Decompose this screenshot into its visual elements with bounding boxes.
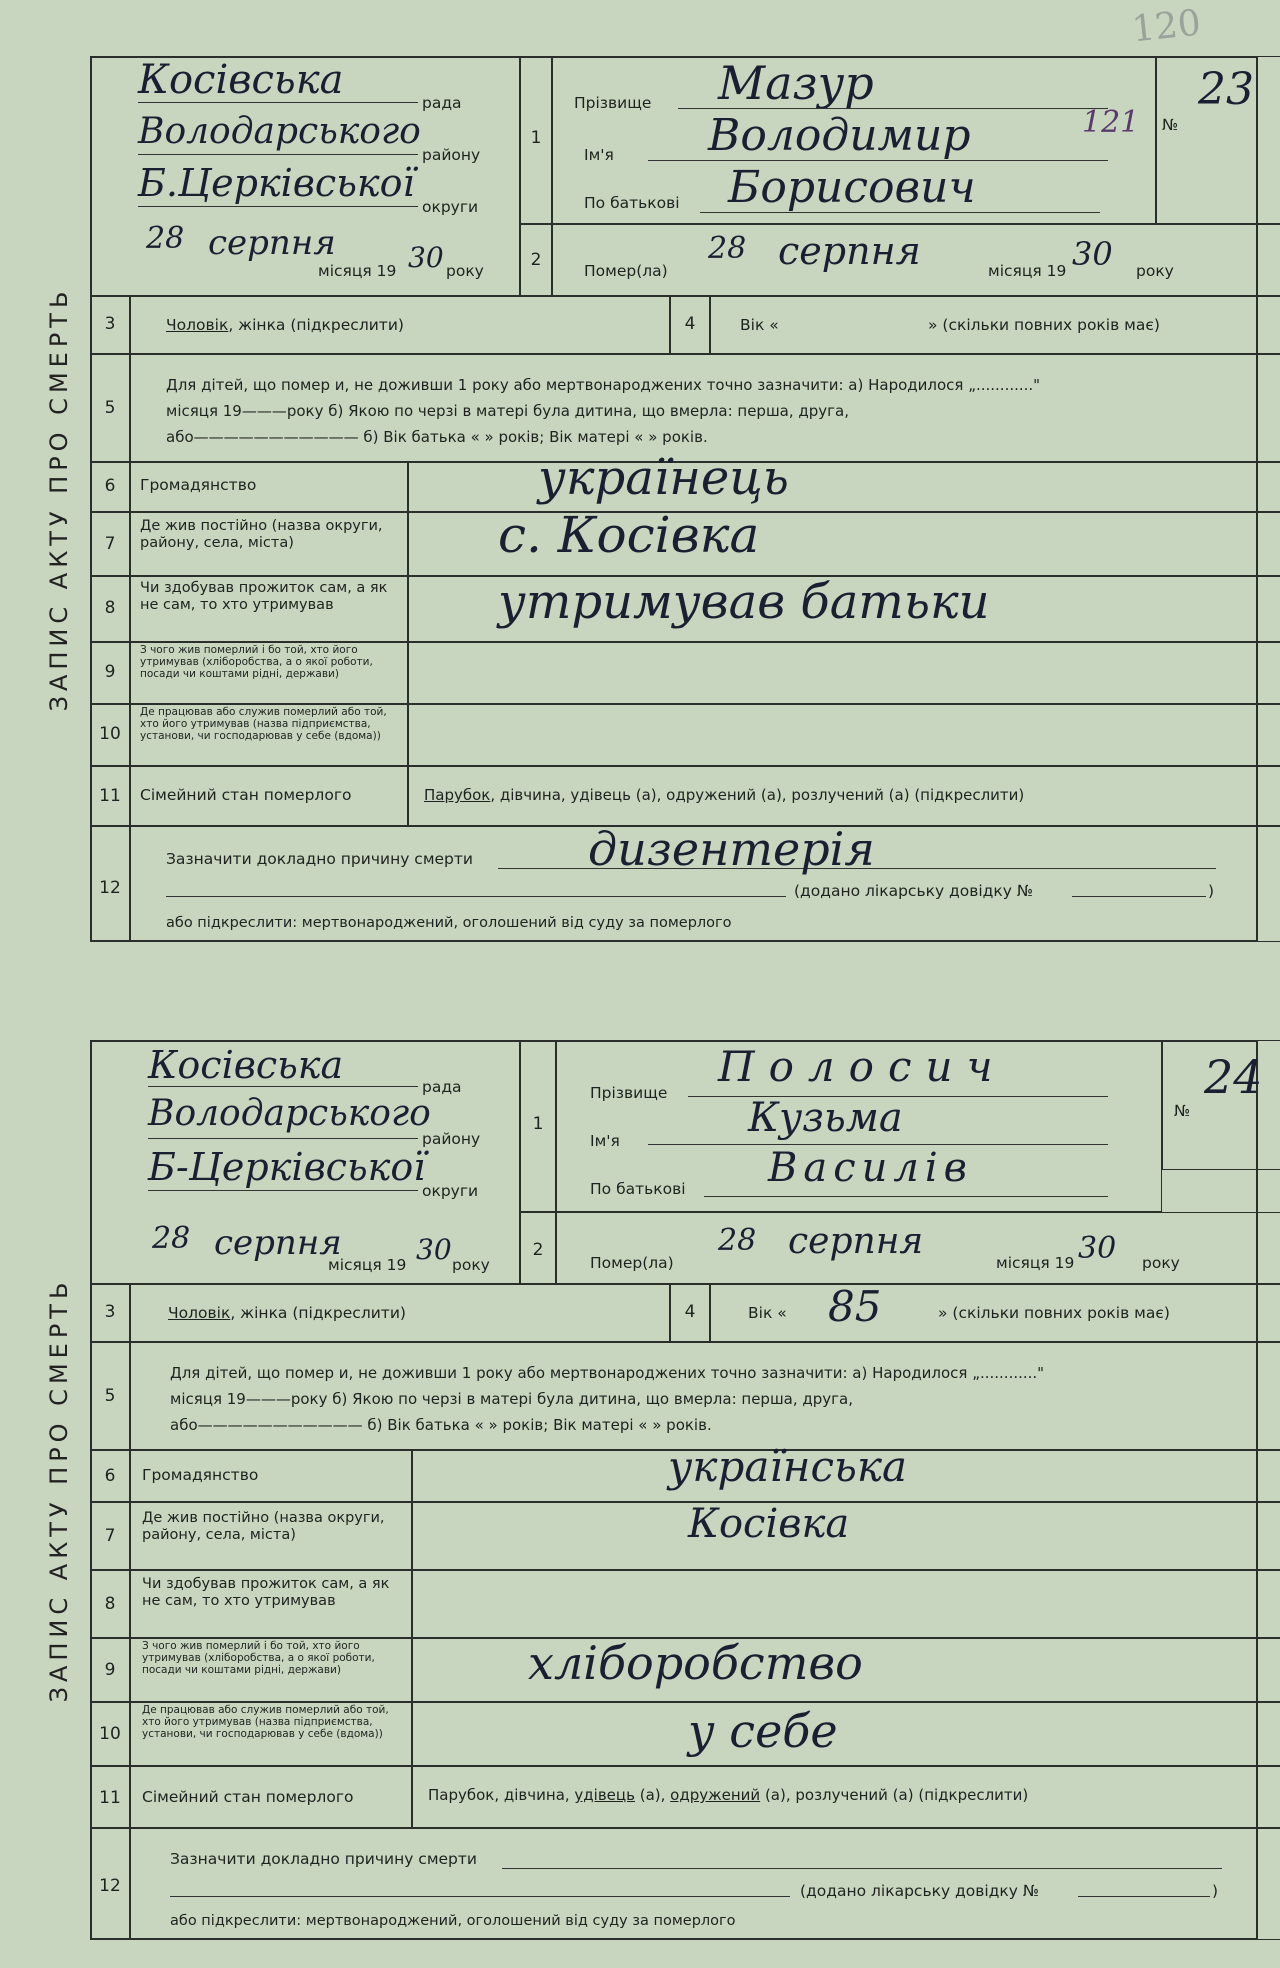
age-suffix-label: » (скільки повних років має) xyxy=(938,1304,1170,1322)
page-number: 120 xyxy=(1130,2,1203,51)
death-record-form-1: ЗАПИС АКТУ ПРО СМЕРТЬ Косівська рада Володарського району Б.Церківської округи 28 серпня місяця 19 30 року 1 2 Прізвище Мазур Ім'я Володимир 121 По батькові Борисович № 23 Помер(ла) 28 серпня місяця 19 30 року 3 Чоловік, жінка (підкреслити) 4 Вік « » (скільки повних років має) 5 Для дітей, що помер и, не доживши 1 року або мертвонароджених точно зазначити: а) Народилося „............" місяця 19———року б) Якою по черзі в матері була дитина, що вмерла: перша, друга, або——————————— б) Вік батька « » років; Вік матері « » років. 6 Громадянство українець 7 Де жив постійно (назва округи, району, села, міста) с. Косівка 8 Чи здобував прожиток сам, а як не сам, то хто утримував утримував батьки 9 З чого жив померлий і бо той, хто його утримував (хліборобства, а о якої роботи, посади чи коштами рідні, держави) 10 Де працював або служив померлий або той, хто його утримував (назва підприємства, установи, чи господарював у себе (вдома)) 11 Сімейний стан померлого Парубок, дівчина, удівець (а), одружений (а), розлучений (а) (підкреслити) 12 Зазначити докладно причину смерти дизентерія (додано лікарську довідку № ) або підкреслити: мертвонароджений, оголошений від суду за померлого xyxy=(28,56,1258,942)
rada-label: рада xyxy=(422,94,462,112)
rayon-label: району xyxy=(422,146,481,164)
side-title: ЗАПИС АКТУ ПРО СМЕРТЬ xyxy=(28,1040,92,1940)
row-number-9: 9 xyxy=(104,1660,116,1680)
citizenship-label: Громадянство xyxy=(142,1466,259,1484)
row-number-5: 5 xyxy=(104,398,116,418)
death-roku-label: року xyxy=(1136,262,1174,280)
okruha-label: округи xyxy=(422,198,479,216)
name-value: Кузьма xyxy=(748,1095,903,1141)
row-number-2: 2 xyxy=(530,250,542,270)
stillborn-note: або підкреслити: мертвонароджений, оголошений від суду за померлого xyxy=(166,915,732,931)
cause-label: Зазначити докладно причину смерти xyxy=(166,850,474,868)
occupation-value: хліборобство xyxy=(528,1636,863,1690)
residence-label: Де жив постійно (назва округи, району, села, міста) xyxy=(140,518,383,551)
row-number-4: 4 xyxy=(684,1302,696,1322)
side-title: ЗАПИС АКТУ ПРО СМЕРТЬ xyxy=(28,56,92,942)
marital-options: Парубок, дівчина, удівець (а), одружений (а), розлучений (а) (підкреслити) xyxy=(424,786,1025,804)
workplace-label: Де працював або служив померлий або той, хто його утримував (назва підприємства, установи, чи господарював у себе (вдома)) xyxy=(142,1704,389,1740)
reg-roku-label: року xyxy=(452,1256,490,1274)
row-number-8: 8 xyxy=(104,1594,116,1614)
row-number-2: 2 xyxy=(532,1240,544,1260)
death-year-label: місяця 19 xyxy=(996,1254,1075,1272)
row-number-9: 9 xyxy=(104,662,116,682)
certificate-label: (додано лікарську довідку № xyxy=(794,882,1033,900)
row-number-6: 6 xyxy=(104,476,116,496)
reg-year-label: місяця 19 xyxy=(318,262,397,280)
okruha-label: округи xyxy=(422,1182,479,1200)
surname-label: Прізвище xyxy=(574,94,652,112)
okruha-value: Б-Церківської xyxy=(148,1145,426,1189)
rayon-value: Володарського xyxy=(148,1093,431,1134)
reg-year-label: місяця 19 xyxy=(328,1256,407,1274)
children-line-2: місяця 19———року б) Якою по черзі в матері була дитина, що вмерла: перша, друга, xyxy=(170,1390,854,1408)
row-number-12: 12 xyxy=(99,878,121,898)
patronymic-label: По батькові xyxy=(584,194,680,212)
reg-day: 28 xyxy=(152,1221,191,1256)
rada-label: рада xyxy=(422,1078,462,1096)
residence-label: Де жив постійно (назва округи, району, села, міста) xyxy=(142,1510,385,1543)
row-number-12: 12 xyxy=(99,1876,121,1896)
row-number-4: 4 xyxy=(684,314,696,334)
cause-label: Зазначити докладно причину смерти xyxy=(170,1850,478,1868)
death-month: серпня xyxy=(788,1221,924,1262)
age-label: Вік « xyxy=(748,1304,787,1322)
death-year: 30 xyxy=(1072,235,1113,273)
death-day: 28 xyxy=(718,1223,757,1258)
children-line-3: або——————————— б) Вік батька « » років; Вік матері « » років. xyxy=(166,428,708,446)
death-roku-label: року xyxy=(1142,1254,1180,1272)
death-date-label: Помер(ла) xyxy=(590,1254,674,1272)
patronymic-label: По батькові xyxy=(590,1180,686,1198)
row-number-3: 3 xyxy=(104,314,116,334)
reg-month: серпня xyxy=(208,223,336,263)
row-number-5: 5 xyxy=(104,1386,116,1406)
row-number-8: 8 xyxy=(104,598,116,618)
citizenship-label: Громадянство xyxy=(140,476,257,494)
surname-value: Мазур xyxy=(718,56,874,110)
cause-value: дизентерія xyxy=(588,822,875,876)
workplace-value: у себе xyxy=(688,1704,838,1758)
citizenship-value: українець xyxy=(538,450,789,506)
residence-value: Косівка xyxy=(688,1501,850,1547)
death-record-form-2: ЗАПИС АКТУ ПРО СМЕРТЬ Косівська рада Володарського району Б-Церківської округи 28 серпня місяця 19 30 року 1 2 Прізвище Полосич Ім'я Кузьма По батькові Василів № 24 Помер(ла) 28 серпня місяця 19 30 року 3 Чоловік, жінка (підкреслити) 4 Вік « 85 » (скільки повних років має) 5 Для дітей, що помер и, не доживши 1 року або мертвонароджених точно зазначити: а) Народилося „............" місяця 19———року б) Якою по черзі в матері була дитина, що вмерла: перша, друга, або——————————— б) Вік батька « » років; Вік матері « » років. 6 Громадянство українська 7 Де жив постійно (назва округи, району, села, міста) Косівка 8 Чи здобував прожиток сам, а як не сам, то хто утримував 9 З чого жив померлий і бо той, хто його утримував (хліборобства, а о якої роботи, посади чи коштами рідні, держави) хліборобство 10 Де працював або служив померлий або той, хто його утримував (назва підприємства, установи, чи господарював у себе (вдома)) у себе 11 Сімейний стан померлого Парубок, дівчина, удівець (а), одружений (а), розлучений (а) (підкреслити) 12 Зазначити докладно причину смерти (додано лікарську довідку № ) або підкреслити: мертвонароджений, оголошений від суду за померлого xyxy=(28,1040,1258,1940)
name-label: Ім'я xyxy=(584,146,614,164)
row-number-7: 7 xyxy=(104,1526,116,1546)
children-line-1: Для дітей, що помер и, не доживши 1 року або мертвонароджених точно зазначити: а) Народилося „............" xyxy=(170,1364,1045,1382)
rada-value: Косівська xyxy=(148,1043,344,1087)
marital-label: Сімейний стан померлого xyxy=(140,786,352,804)
act-number: 24 xyxy=(1204,1050,1263,1104)
row-number-11: 11 xyxy=(99,786,121,806)
surname-value: Полосич xyxy=(718,1042,1007,1091)
death-date-label: Помер(ла) xyxy=(584,262,668,280)
marital-options: Парубок, дівчина, удівець (а), одружений (а), розлучений (а) (підкреслити) xyxy=(428,1786,1029,1804)
reg-month: серпня xyxy=(214,1223,342,1263)
certificate-label: (додано лікарську довідку № xyxy=(800,1882,1039,1900)
row-number-11: 11 xyxy=(99,1788,121,1808)
death-day: 28 xyxy=(708,231,747,266)
row-number-6: 6 xyxy=(104,1466,116,1486)
act-number-label: № xyxy=(1162,116,1179,134)
death-year: 30 xyxy=(1078,1231,1117,1266)
sex-label: Чоловік, жінка (підкреслити) xyxy=(166,316,404,334)
okruha-value: Б.Церківської xyxy=(138,161,415,205)
row-number-1: 1 xyxy=(530,128,542,148)
age-label: Вік « xyxy=(740,316,779,334)
reg-year: 30 xyxy=(408,241,444,274)
rayon-label: району xyxy=(422,1130,481,1148)
marital-label: Сімейний стан померлого xyxy=(142,1788,354,1806)
children-line-1: Для дітей, що помер и, не доживши 1 року або мертвонароджених точно зазначити: а) Народилося „............" xyxy=(166,376,1041,394)
occupation-label: З чого жив померлий і бо той, хто його утримував (хліборобства, а о якої роботи, посади чи коштами рідні, держави) xyxy=(140,644,373,680)
rada-value: Косівська xyxy=(138,57,344,103)
occupation-label: З чого жив померлий і бо той, хто його утримував (хліборобства, а о якої роботи, посади чи коштами рідні, держави) xyxy=(142,1640,375,1676)
livelihood-label: Чи здобував прожиток сам, а як не сам, то хто утримував xyxy=(140,580,388,613)
surname-label: Прізвище xyxy=(590,1084,668,1102)
sex-label: Чоловік, жінка (підкреслити) xyxy=(168,1304,406,1322)
name-value: Володимир xyxy=(708,110,971,161)
act-number-label: № xyxy=(1174,1102,1191,1120)
age-value: 85 xyxy=(828,1282,882,1331)
rayon-value: Володарського xyxy=(138,111,421,152)
workplace-label: Де працював або служив померлий або той, хто його утримував (назва підприємства, установи, чи господарював у себе (вдома)) xyxy=(140,706,387,742)
reg-day: 28 xyxy=(146,221,185,256)
name-label: Ім'я xyxy=(590,1132,620,1150)
death-year-label: місяця 19 xyxy=(988,262,1067,280)
row-number-3: 3 xyxy=(104,1302,116,1322)
row-number-10: 10 xyxy=(99,1724,121,1744)
act-number: 23 xyxy=(1198,64,1254,115)
row-number-10: 10 xyxy=(99,724,121,744)
reg-roku-label: року xyxy=(446,262,484,280)
citizenship-value: українська xyxy=(668,1442,907,1491)
livelihood-value: утримував батьки xyxy=(498,574,990,630)
patronymic-value: Василів xyxy=(768,1145,973,1191)
livelihood-label: Чи здобував прожиток сам, а як не сам, то хто утримував xyxy=(142,1576,390,1609)
stillborn-note: або підкреслити: мертвонароджений, оголошений від суду за померлого xyxy=(170,1913,736,1929)
residence-value: с. Косівка xyxy=(498,506,760,564)
reg-year: 30 xyxy=(416,1233,452,1266)
patronymic-value: Борисович xyxy=(728,162,976,213)
children-line-2: місяця 19———року б) Якою по черзі в матері була дитина, що вмерла: перша, друга, xyxy=(166,402,850,420)
row-number-1: 1 xyxy=(532,1114,544,1134)
children-line-3: або——————————— б) Вік батька « » років; Вік матері « » років. xyxy=(170,1416,712,1434)
death-month: серпня xyxy=(778,229,921,273)
margin-mark: 121 xyxy=(1082,105,1140,140)
row-number-7: 7 xyxy=(104,534,116,554)
age-suffix-label: » (скільки повних років має) xyxy=(928,316,1160,334)
